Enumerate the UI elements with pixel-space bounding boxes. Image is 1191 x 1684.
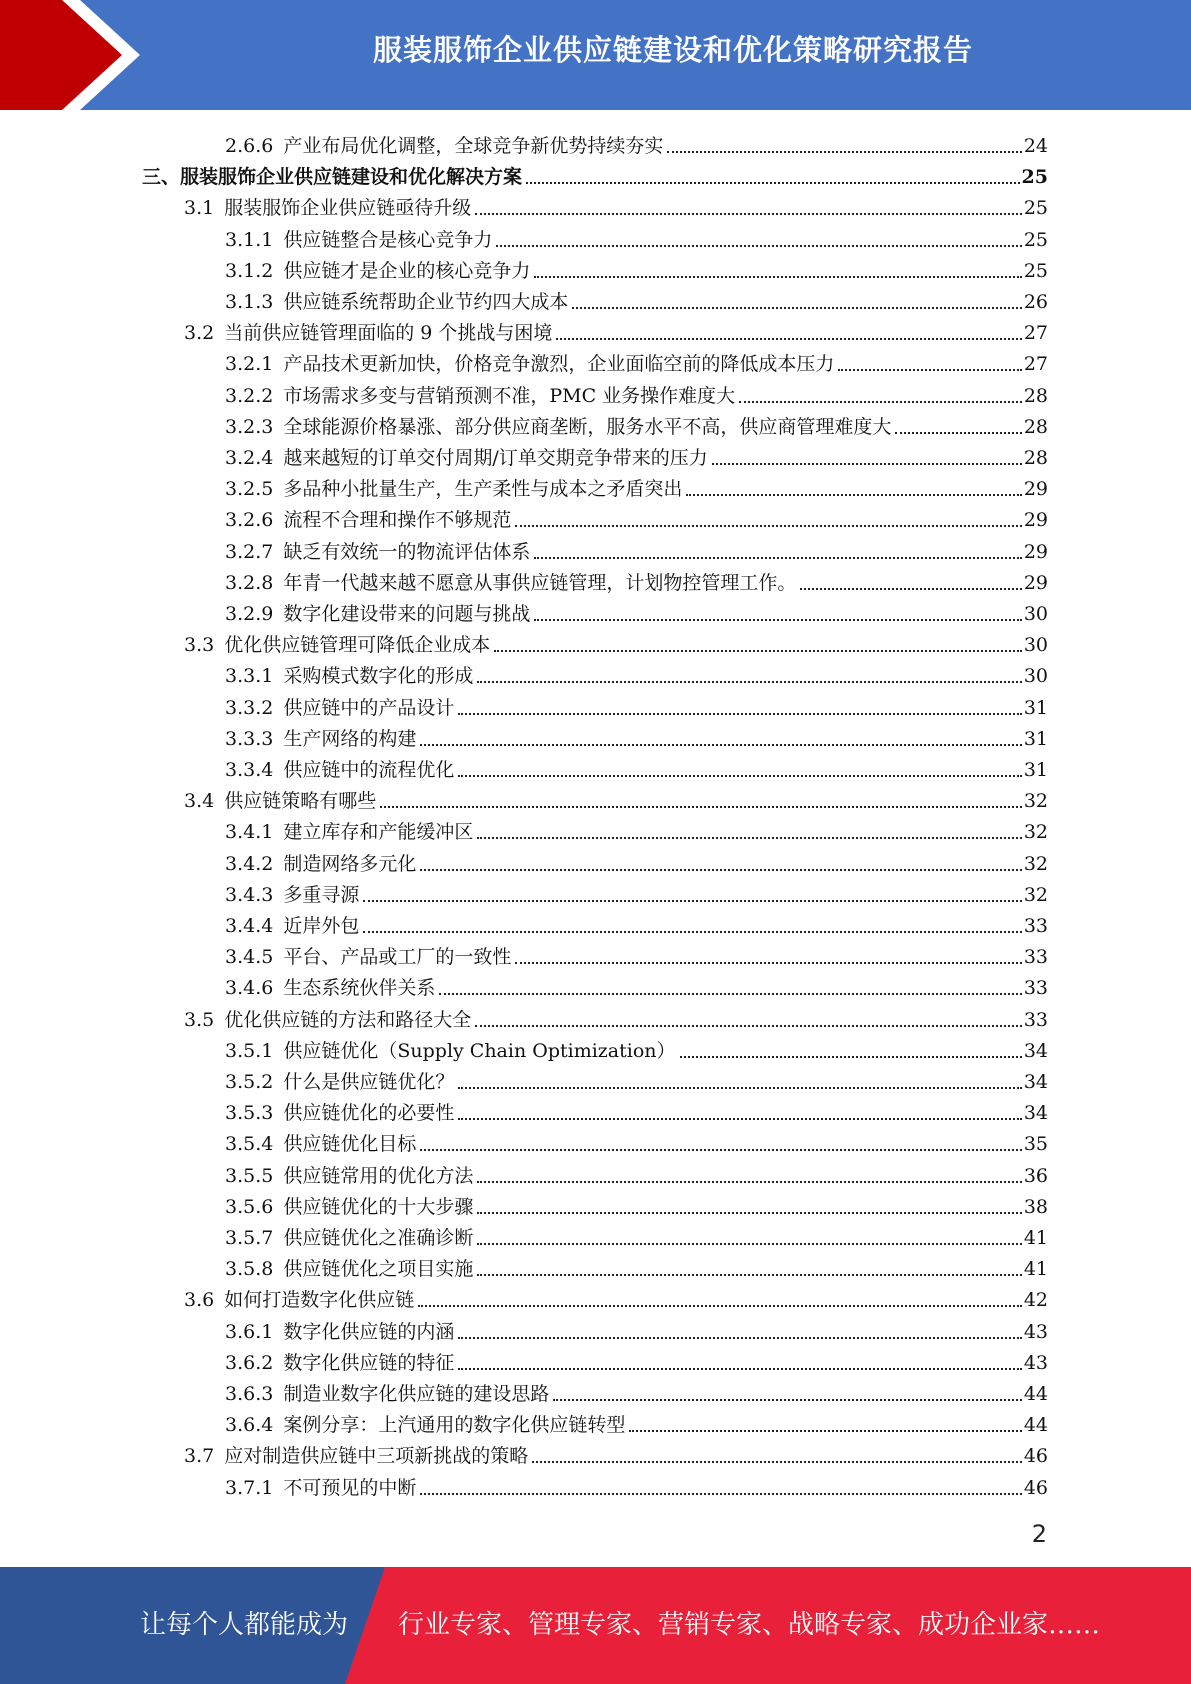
toc-entry[interactable] — [225, 501, 1048, 532]
toc-entry-page: 25 — [1021, 166, 1048, 189]
toc-entry-title: 供应链整合是核心竞争力 — [283, 228, 493, 251]
toc-entry-title: 供应链优化的十大步骤 — [283, 1195, 474, 1218]
toc-entry-number: 3.3 — [184, 634, 215, 657]
toc-dot-leader — [458, 1365, 1021, 1370]
toc-entry-title: 什么是供应链优化？ — [283, 1071, 455, 1093]
toc-dot-leader — [458, 1115, 1021, 1120]
toc-entry-title: 数字化供应链的内涵 — [283, 1320, 455, 1343]
toc-dot-leader — [458, 710, 1021, 715]
toc-entry-title: 供应链优化之准确诊断 — [283, 1227, 474, 1249]
toc-entry-title: 供应链才是企业的核心竞争力 — [283, 259, 531, 282]
toc-entry-number: 3.4.5 — [225, 946, 274, 969]
toc-entry-page: 32 — [1023, 852, 1048, 875]
toc-entry-page: 46 — [1023, 1476, 1048, 1499]
toc-entry-title: 供应链策略有哪些 — [224, 790, 377, 813]
toc-dot-leader — [800, 585, 1021, 590]
toc-entry-number: 3.3.4 — [225, 759, 274, 781]
toc-entry[interactable] — [225, 1313, 1048, 1344]
toc-entry-number: 3.5.1 — [225, 1039, 274, 1062]
toc-dot-leader — [680, 1053, 1022, 1058]
toc-entry-title: 供应链中的流程优化 — [283, 759, 455, 781]
toc-entry-number: 3.6.1 — [225, 1320, 274, 1343]
toc-dot-leader — [477, 1240, 1021, 1245]
toc-entry-number: 3.5.5 — [225, 1164, 274, 1187]
toc-entry-title: 供应链中的产品设计 — [283, 696, 455, 719]
toc-entry[interactable] — [225, 1063, 1048, 1094]
toc-entry-page: 27 — [1023, 322, 1048, 345]
toc-dot-leader — [515, 959, 1021, 964]
toc-dot-leader — [553, 1396, 1021, 1401]
toc-entry[interactable] — [225, 1032, 1048, 1063]
toc-entry[interactable] — [225, 938, 1048, 969]
toc-dot-leader — [475, 1022, 1022, 1027]
toc-dot-leader — [477, 1271, 1021, 1276]
toc-entry[interactable] — [225, 1094, 1048, 1125]
toc-entry[interactable] — [225, 564, 1048, 595]
toc-dot-leader — [420, 866, 1021, 871]
toc-entry[interactable] — [225, 1250, 1048, 1281]
toc-entry-page: 44 — [1023, 1414, 1048, 1437]
toc-entry-number: 3.7.1 — [225, 1476, 274, 1499]
toc-entry-title: 数字化建设带来的问题与挑战 — [283, 603, 531, 625]
toc-entry-title: 如何打造数字化供应链 — [224, 1289, 415, 1312]
toc-entry-page: 34 — [1023, 1039, 1048, 1062]
toc-entry-page: 34 — [1023, 1071, 1048, 1093]
toc-entry-page: 41 — [1023, 1227, 1048, 1249]
toc-entry-number: 3.6.4 — [225, 1414, 274, 1437]
toc-entry-number: 3.1.3 — [225, 291, 274, 313]
toc-entry[interactable] — [225, 1188, 1048, 1219]
toc-dot-leader — [363, 928, 1021, 933]
toc-dot-leader — [739, 398, 1022, 403]
toc-dot-leader — [572, 304, 1021, 309]
toc-dot-leader — [629, 1427, 1021, 1432]
toc-entry-page: 27 — [1023, 353, 1048, 376]
toc-entry-number: 3.2 — [184, 322, 215, 345]
toc-dot-leader — [380, 803, 1022, 808]
toc-entry-page: 44 — [1023, 1383, 1048, 1405]
toc-entry[interactable] — [225, 751, 1048, 782]
toc-entry-page: 29 — [1023, 540, 1048, 563]
toc-entry[interactable] — [225, 470, 1048, 501]
toc-dot-leader — [534, 554, 1021, 559]
toc-entry-title: 全球能源价格暴涨、部分供应商垄断，服务水平不高，供应商管理难度大 — [283, 415, 892, 438]
toc-dot-leader — [477, 834, 1021, 839]
toc-entry-number: 3.3.1 — [225, 665, 274, 688]
toc-entry-number: 3.2.2 — [225, 384, 274, 407]
toc-entry[interactable] — [184, 1437, 1048, 1468]
toc-entry-number: 3.4.1 — [225, 821, 274, 844]
toc-dot-leader — [420, 1146, 1021, 1151]
page-header — [0, 0, 1191, 110]
toc-entry[interactable] — [225, 689, 1048, 720]
toc-entry-number: 3.6.3 — [225, 1383, 274, 1405]
toc-dot-leader — [686, 491, 1021, 496]
footer-slogan-left: 让每个人都能成为 — [140, 1610, 349, 1640]
toc-entry-number: 3.2.1 — [225, 353, 274, 376]
page-footer — [0, 1567, 1191, 1684]
toc-entry-number: 3.4.2 — [225, 852, 274, 875]
toc-dot-leader — [556, 335, 1021, 340]
toc-entry-title: 多重寻源 — [283, 883, 360, 906]
toc-entry-page: 26 — [1023, 291, 1048, 313]
toc-entry-title: 不可预见的中断 — [283, 1476, 417, 1499]
toc-entry[interactable] — [225, 345, 1048, 376]
toc-entry-number: 3.4 — [184, 790, 215, 813]
toc-entry-title: 优化供应链管理可降低企业成本 — [224, 634, 491, 657]
toc-entry-number: 3.6 — [184, 1289, 215, 1312]
toc-entry-title: 三、服装服饰企业供应链建设和优化解决方案 — [142, 166, 523, 189]
toc-entry-title: 建立库存和产能缓冲区 — [283, 821, 474, 844]
toc-entry[interactable] — [184, 189, 1048, 220]
toc-entry-number: 3.6.2 — [225, 1351, 274, 1374]
toc-entry-number: 3.5.6 — [225, 1195, 274, 1218]
toc-entry-page: 29 — [1023, 478, 1048, 501]
toc-entry[interactable] — [225, 533, 1048, 564]
toc-entry-number: 3.4.3 — [225, 883, 274, 906]
toc-entry-number: 3.4.4 — [225, 915, 274, 937]
page-number: 2 — [1031, 1520, 1047, 1548]
toc-dot-leader — [667, 148, 1021, 153]
toc-entry-number: 3.2.9 — [225, 603, 274, 625]
toc-entry[interactable] — [225, 1157, 1048, 1188]
toc-entry[interactable] — [184, 314, 1048, 345]
toc-dot-leader — [458, 772, 1021, 777]
report-title: 服装服饰企业供应链建设和优化策略研究报告 — [372, 33, 973, 67]
toc-entry[interactable] — [225, 377, 1048, 408]
toc-entry-page: 32 — [1023, 790, 1048, 813]
toc-dot-leader — [477, 1178, 1021, 1183]
toc-entry[interactable] — [225, 969, 1048, 1000]
toc-entry-title: 缺乏有效统一的物流评估体系 — [283, 540, 531, 563]
toc-entry-number: 3.2.8 — [225, 571, 274, 594]
toc-entry[interactable] — [225, 907, 1048, 938]
toc-entry[interactable] — [225, 845, 1048, 876]
toc-entry-page: 33 — [1023, 977, 1048, 1000]
toc-dot-leader — [458, 1334, 1021, 1339]
toc-entry-page: 41 — [1023, 1258, 1048, 1281]
toc-entry-title: 供应链优化（Supply Chain Optimization） — [283, 1039, 676, 1062]
toc-entry[interactable] — [225, 1406, 1048, 1437]
toc-entry-page: 38 — [1023, 1195, 1048, 1218]
toc-entry[interactable] — [225, 221, 1048, 252]
toc-entry-page: 25 — [1023, 259, 1048, 282]
toc-entry-title: 生产网络的构建 — [283, 727, 417, 750]
toc-entry-title: 当前供应链管理面临的 9 个挑战与困境 — [224, 322, 553, 345]
toc-entry-number: 3.5 — [184, 1008, 215, 1031]
toc-entry-title: 市场需求多变与营销预测不准，PMC 业务操作难度大 — [283, 384, 736, 407]
header-chevron-decoration — [0, 0, 160, 110]
toc-entry[interactable] — [225, 439, 1048, 470]
toc-dot-leader — [838, 366, 1021, 371]
toc-entry[interactable] — [225, 1469, 1048, 1500]
toc-dot-leader — [418, 1302, 1022, 1307]
toc-dot-leader — [515, 522, 1021, 527]
toc-entry-title: 供应链系统帮助企业节约四大成本 — [283, 291, 569, 313]
toc-entry-title: 供应链优化目标 — [283, 1133, 417, 1156]
toc-entry-title: 供应链常用的优化方法 — [283, 1164, 474, 1187]
toc-entry-number: 3.5.2 — [225, 1071, 274, 1093]
toc-entry-number: 2.6.6 — [225, 135, 274, 157]
toc-entry-title: 产业布局优化调整，全球竞争新优势持续夯实 — [283, 135, 664, 157]
toc-entry-title: 优化供应链的方法和路径大全 — [224, 1008, 472, 1031]
toc-dot-leader — [477, 1209, 1021, 1214]
toc-entry-number: 3.5.3 — [225, 1102, 274, 1125]
toc-entry[interactable] — [225, 595, 1048, 626]
toc-entry-title: 案例分享：上汽通用的数字化供应链转型 — [283, 1414, 626, 1437]
toc-dot-leader — [477, 678, 1021, 683]
toc-entry-title: 年青一代越来越不愿意从事供应链管理，计划物控管理工作。 — [283, 571, 797, 594]
toc-entry[interactable] — [225, 720, 1048, 751]
toc-entry-title: 供应链优化之项目实施 — [283, 1258, 474, 1281]
toc-dot-leader — [526, 179, 1020, 184]
toc-entry-page: 24 — [1023, 135, 1048, 157]
toc-entry[interactable] — [225, 1375, 1048, 1406]
toc-entry-page: 34 — [1023, 1102, 1048, 1125]
toc-entry-page: 46 — [1023, 1445, 1048, 1468]
toc-entry-title: 平台、产品或工厂的一致性 — [283, 946, 512, 969]
toc-entry-number: 3.2.7 — [225, 540, 274, 563]
toc-entry-page: 31 — [1023, 759, 1048, 781]
toc-entry-number: 3.5.4 — [225, 1133, 274, 1156]
toc-entry-page: 32 — [1023, 821, 1048, 844]
toc-entry-number: 3.1.2 — [225, 259, 274, 282]
toc-entry-number: 3.2.3 — [225, 415, 274, 438]
toc-entry-page: 33 — [1023, 915, 1048, 937]
toc-entry-title: 服装服饰企业供应链亟待升级 — [224, 197, 472, 220]
toc-entry[interactable] — [225, 1125, 1048, 1156]
toc-entry-title: 流程不合理和操作不够规范 — [283, 509, 512, 532]
footer-slogan-right: 行业专家、管理专家、营销专家、战略专家、成功企业家…… — [398, 1610, 1101, 1640]
toc-entry[interactable] — [225, 1219, 1048, 1250]
toc-entry-title: 制造网络多元化 — [283, 852, 417, 875]
toc-dot-leader — [712, 460, 1022, 465]
toc-dot-leader — [532, 1458, 1022, 1463]
toc-entry-title: 制造业数字化供应链的建设思路 — [283, 1383, 550, 1405]
toc-dot-leader — [534, 616, 1021, 621]
toc-entry-title: 应对制造供应链中三项新挑战的策略 — [224, 1445, 529, 1468]
toc-entry-page: 25 — [1023, 228, 1048, 251]
toc-entry-number: 3.2.6 — [225, 509, 274, 532]
toc-dot-leader — [895, 429, 1021, 434]
toc-entry[interactable] — [184, 782, 1048, 813]
toc-entry-page: 31 — [1023, 696, 1048, 719]
toc-entry-number: 3.5.8 — [225, 1258, 274, 1281]
toc-entry-page: 33 — [1023, 1008, 1048, 1031]
toc-entry[interactable] — [225, 1344, 1048, 1375]
toc-entry-page: 30 — [1023, 634, 1048, 657]
toc-dot-leader — [458, 1084, 1021, 1089]
toc-entry[interactable] — [225, 283, 1048, 314]
toc-entry-page: 29 — [1023, 509, 1048, 532]
toc-dot-leader — [420, 741, 1021, 746]
toc-entry-page: 29 — [1023, 571, 1048, 594]
toc-entry-title: 供应链优化的必要性 — [283, 1102, 455, 1125]
toc-entry-title: 生态系统伙伴关系 — [283, 977, 436, 1000]
toc-entry-page: 31 — [1023, 727, 1048, 750]
toc-entry[interactable] — [142, 158, 1048, 189]
toc-dot-leader — [420, 1490, 1021, 1495]
toc-entry-title: 越来越短的订单交付周期/订单交期竞争带来的压力 — [283, 447, 708, 469]
toc-entry-number: 3.3.2 — [225, 696, 274, 719]
toc-dot-leader — [494, 647, 1022, 652]
toc-entry-title: 采购模式数字化的形成 — [283, 665, 474, 688]
toc-entry[interactable] — [225, 127, 1048, 158]
toc-entry[interactable] — [225, 657, 1048, 688]
toc-entry-page: 30 — [1023, 603, 1048, 625]
toc-entry[interactable] — [184, 626, 1048, 657]
toc-entry-page: 43 — [1023, 1351, 1048, 1374]
toc-entry-page: 30 — [1023, 665, 1048, 688]
toc-entry[interactable] — [225, 252, 1048, 283]
toc-entry-title: 产品技术更新加快，价格竞争激烈，企业面临空前的降低成本压力 — [283, 353, 835, 376]
toc-entry-page: 25 — [1023, 197, 1048, 220]
toc-entry-number: 3.3.3 — [225, 727, 274, 750]
toc-entry-page: 28 — [1023, 384, 1048, 407]
toc-entry-page: 35 — [1023, 1133, 1048, 1156]
toc-entry[interactable] — [225, 408, 1048, 439]
toc-entry[interactable] — [225, 876, 1048, 907]
toc-entry-number: 3.1 — [184, 197, 215, 220]
toc-entry-page: 28 — [1023, 415, 1048, 438]
toc-entry-page: 28 — [1023, 447, 1048, 469]
toc-entry-title: 近岸外包 — [283, 915, 360, 937]
toc-entry-page: 43 — [1023, 1320, 1048, 1343]
toc-entry-number: 3.1.1 — [225, 228, 274, 251]
toc-entry-page: 32 — [1023, 883, 1048, 906]
toc-dot-leader — [475, 210, 1022, 215]
toc-entry-page: 42 — [1023, 1289, 1048, 1312]
toc-entry-number: 3.2.5 — [225, 478, 274, 501]
toc-entry[interactable] — [225, 813, 1048, 844]
toc-entry-number: 3.7 — [184, 1445, 215, 1468]
toc-entry-number: 3.5.7 — [225, 1227, 274, 1249]
toc-dot-leader — [439, 990, 1021, 995]
toc-entry-title: 数字化供应链的特征 — [283, 1351, 455, 1374]
toc-entry[interactable] — [184, 1281, 1048, 1312]
toc-dot-leader — [496, 242, 1021, 247]
toc-dot-leader — [534, 273, 1021, 278]
toc-entry-title: 多品种小批量生产，生产柔性与成本之矛盾突出 — [283, 478, 683, 501]
toc-entry-page: 36 — [1023, 1164, 1048, 1187]
toc-entry-number: 3.2.4 — [225, 447, 274, 469]
toc-dot-leader — [363, 897, 1021, 902]
toc-entry[interactable] — [184, 1001, 1048, 1032]
toc-entry-page: 33 — [1023, 946, 1048, 969]
toc-entry-number: 3.4.6 — [225, 977, 274, 1000]
